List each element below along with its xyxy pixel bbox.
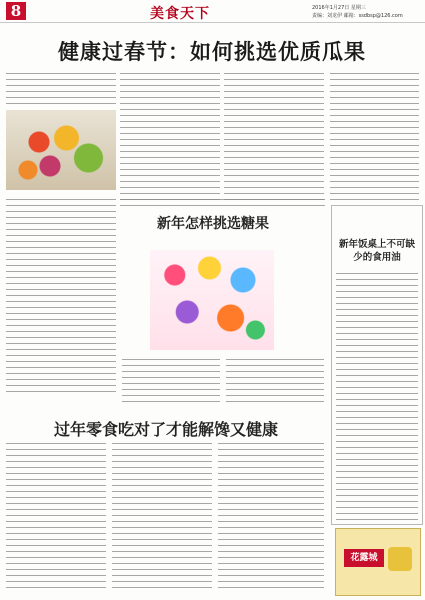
candy-column-1 [6,196,116,396]
fruit-column-3 [224,70,324,200]
fruit-intro-text [6,70,116,108]
ad-emblem-icon [388,547,412,571]
candy-column-3 [226,356,324,406]
snacks-column-1 [6,440,106,590]
snacks-column-2 [112,440,212,590]
page-header [0,0,425,23]
ad-logo: 花露城 [344,549,384,567]
fruit-tail-text [120,196,325,208]
fruit-photo [6,110,116,190]
fruit-column-2 [120,70,220,200]
fruit-column-4 [330,70,419,200]
headline-oil: 新年饭桌上不可缺少的食用油 [338,239,415,263]
headline-fruit: 健康过春节：如何挑选优质瓜果 [58,39,366,64]
candy-column-2 [122,356,220,406]
headline-snacks: 过年零食吃对了才能解馋又健康 [53,420,278,439]
section-title: 美食天下 [150,6,210,22]
snacks-column-3 [218,440,324,590]
editor-contact: 责编：刘龙伊 邮箱：ssdbsp@126.com [312,13,403,19]
oil-article-text [336,270,418,520]
headline-candy: 新年怎样挑选糖果 [157,216,269,232]
page-number: 8 [6,2,26,20]
advertisement [335,528,421,596]
candy-photo [150,250,274,350]
issue-date: 2016年1月27日 星期三 [312,5,366,11]
